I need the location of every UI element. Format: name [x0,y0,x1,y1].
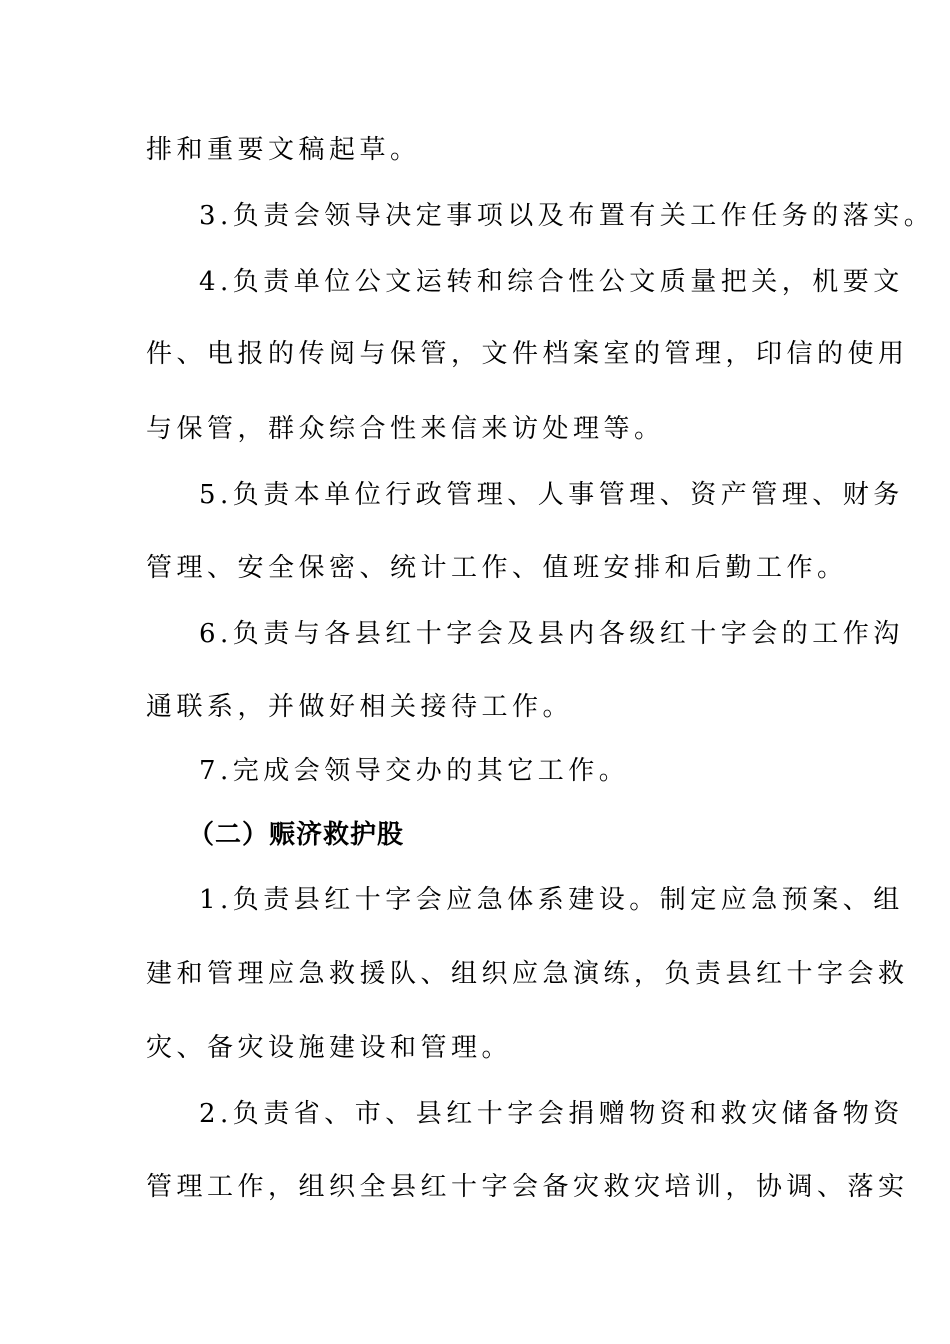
text-line: 排和重要文稿起草。 [146,135,421,165]
text-line: 5.负责本单位行政管理、人事管理、资产管理、财务 [199,480,904,510]
text-line: 管理工作，组织全县红十字会备灾救灾培训，协调、落实 [146,1172,909,1202]
text-line: 6.负责与各县红十字会及县内各级红十字会的工作沟 [199,619,904,649]
text-line: 7.完成会领导交办的其它工作。 [199,756,630,786]
text-line: 4.负责单位公文运转和综合性公文质量把关，机要文 [199,267,904,297]
text-line: 3.负责会领导决定事项以及布置有关工作任务的落实。 [199,201,935,231]
text-line: 管理、安全保密、统计工作、值班安排和后勤工作。 [146,553,848,583]
text-line: 灾、备灾设施建设和管理。 [146,1033,513,1063]
text-line: 1.负责县红十字会应急体系建设。制定应急预案、组 [199,885,904,915]
text-line: 件、电报的传阅与保管，文件档案室的管理，印信的使用 [146,339,909,369]
text-line: 2.负责省、市、县红十字会捐赠物资和救灾储备物资 [199,1099,904,1129]
section-heading: （二）赈济救护股 [188,820,405,850]
text-line: 通联系，并做好相关接待工作。 [146,692,574,722]
text-line: 建和管理应急救援队、组织应急演练，负责县红十字会救 [146,959,909,989]
text-line: 与保管，群众综合性来信来访处理等。 [146,414,665,444]
